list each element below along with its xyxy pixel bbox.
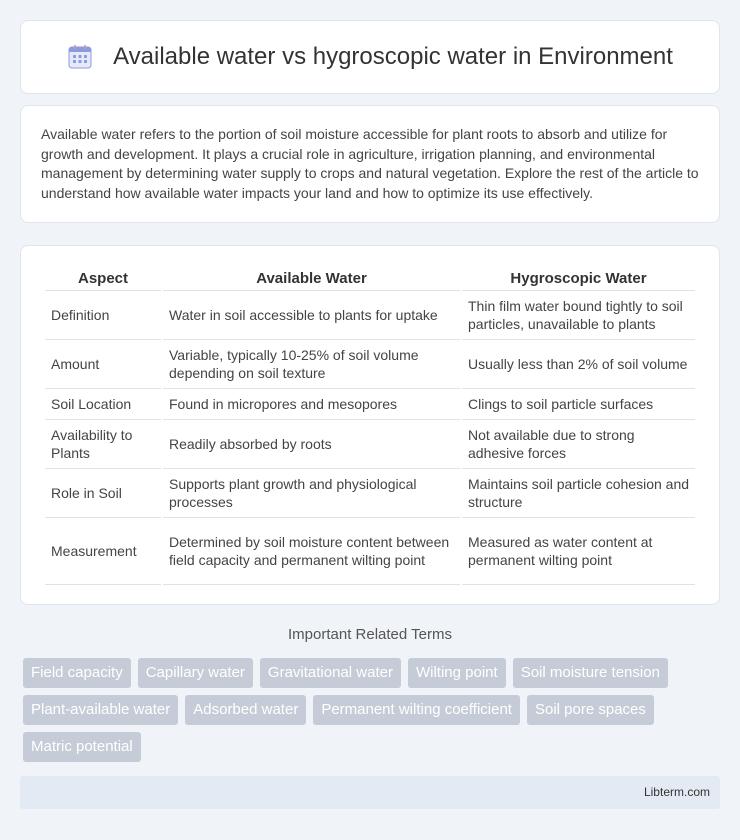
related-term-tag[interactable]: Capillary water: [138, 658, 253, 688]
row-aspect: Availability to Plants: [45, 420, 161, 469]
header-available-water: Available Water: [163, 264, 460, 291]
table-row: [45, 389, 695, 420]
row-available: Water in soil accessible to plants for uptake: [163, 291, 460, 340]
row-available: Supports plant growth and physiological processes: [163, 469, 460, 518]
related-term-tag[interactable]: Permanent wilting coefficient: [313, 695, 520, 725]
table-row: [45, 518, 695, 585]
row-aspect: Definition: [45, 291, 161, 340]
header-aspect: Aspect: [45, 264, 161, 291]
comparison-table: [43, 264, 697, 585]
related-term-tag[interactable]: Gravitational water: [260, 658, 401, 688]
row-aspect: Amount: [45, 340, 161, 389]
related-term-tag[interactable]: Matric potential: [23, 732, 141, 762]
calendar-grid-icon: [67, 44, 93, 70]
row-hygroscopic: Maintains soil particle cohesion and structure: [462, 469, 695, 518]
table-row: [45, 420, 695, 469]
related-terms-list: [23, 658, 723, 762]
row-hygroscopic: Measured as water content at permanent wilting point: [462, 518, 695, 585]
intro-card: [20, 105, 720, 223]
related-term-tag[interactable]: Soil pore spaces: [527, 695, 654, 725]
footer-site-link[interactable]: Libterm.com: [643, 785, 710, 799]
table-header-row: [45, 264, 695, 291]
related-term-tag[interactable]: Soil moisture tension: [513, 658, 668, 688]
row-hygroscopic: Thin film water bound tightly to soil particles, unavailable to plants: [462, 291, 695, 340]
row-aspect: Role in Soil: [45, 469, 161, 518]
row-hygroscopic: Usually less than 2% of soil volume: [462, 340, 695, 389]
row-aspect: Measurement: [45, 518, 161, 585]
row-hygroscopic: Not available due to strong adhesive forces: [462, 420, 695, 469]
table-row: [45, 469, 695, 518]
intro-text: Available water refers to the portion of soil moisture accessible for plant roots to absorb and utilize for growth and development. It plays a crucial role in agriculture, irrigation planning, and environmental management by determining water supply to crops and natural vegetation. Explore the rest of the article to understand how available water impacts your land and how to optimize its use effectively.: [41, 126, 699, 201]
header-hygroscopic-water: Hygroscopic Water: [462, 264, 695, 291]
related-term-tag[interactable]: Adsorbed water: [185, 695, 306, 725]
row-aspect: Soil Location: [45, 389, 161, 420]
row-available: Found in micropores and mesopores: [163, 389, 460, 420]
row-available: Readily absorbed by roots: [163, 420, 460, 469]
table-row: [45, 291, 695, 340]
header-card: [20, 20, 720, 94]
related-term-tag[interactable]: Field capacity: [23, 658, 131, 688]
footer: [20, 776, 720, 809]
related-term-tag[interactable]: Wilting point: [408, 658, 506, 688]
table-row: [45, 340, 695, 389]
row-available: Variable, typically 10-25% of soil volume depending on soil texture: [163, 340, 460, 389]
row-available: Determined by soil moisture content between field capacity and permanent wilting point: [163, 518, 460, 585]
comparison-table-card: [20, 245, 720, 605]
related-term-tag[interactable]: Plant-available water: [23, 695, 178, 725]
related-terms-title: Important Related Terms: [288, 626, 452, 643]
page-title: Available water vs hygroscopic water in Environment: [113, 43, 673, 70]
row-hygroscopic: Clings to soil particle surfaces: [462, 389, 695, 420]
